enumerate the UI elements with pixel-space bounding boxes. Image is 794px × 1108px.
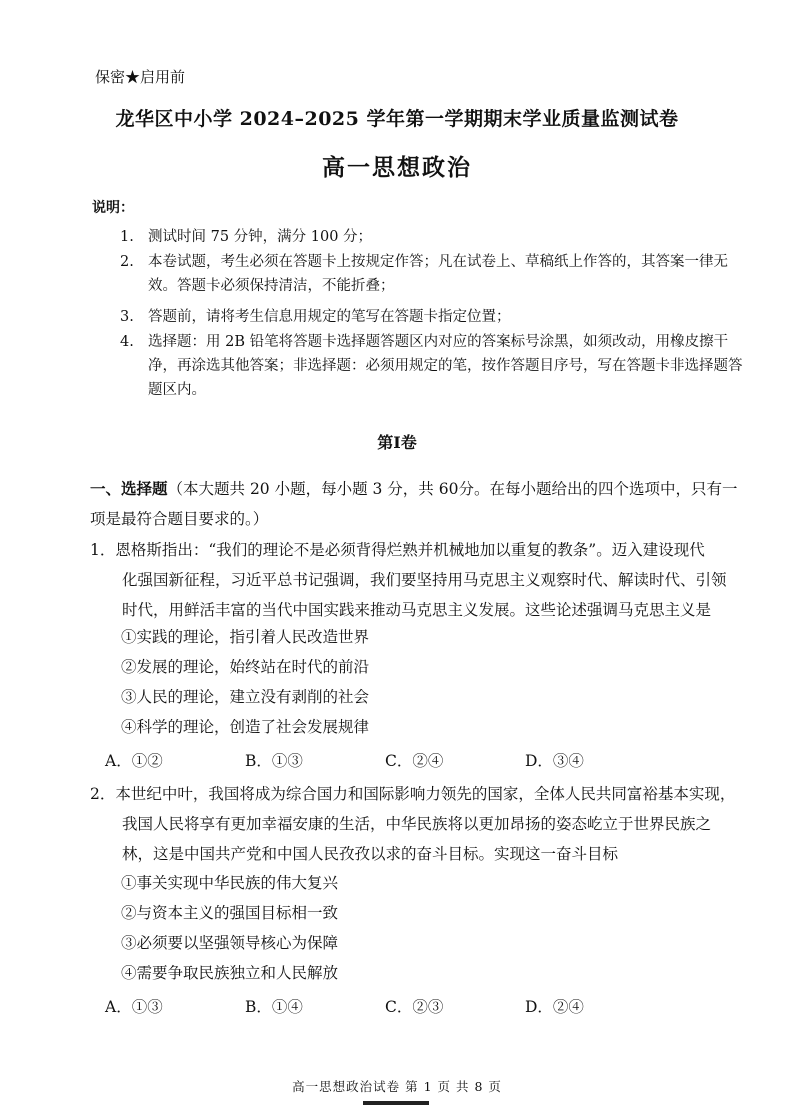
option-d: D．②④: [525, 998, 584, 1016]
stem-line: 2．本世纪中叶，我国将成为综合国力和国际影响力领先的国家，全体人民共同富裕基本实现，: [90, 785, 736, 803]
volume-heading: 第Ⅰ卷: [377, 433, 417, 452]
note-item-4: [120, 330, 745, 402]
statement: ③人民的理论，建立没有剥削的社会: [121, 688, 370, 706]
notes-heading: 说明：: [92, 200, 134, 216]
confidential-label: 保密★启用前: [95, 68, 186, 86]
stem-line: 化强国新征程，习近平总书记强调，我们要坚持用马克思主义观察时代、解读时代、引领: [122, 571, 727, 589]
statement: ①事关实现中华民族的伟大复兴: [121, 874, 339, 892]
stem-line: 时代，用鲜活丰富的当代中国实践来推动马克思主义发展。这些论述强调马克思主义是: [122, 601, 712, 619]
note-number: 1.: [120, 229, 134, 245]
note-number: 3.: [120, 309, 134, 325]
footer-bar: [363, 1101, 429, 1105]
option-b: B．①③: [245, 752, 303, 770]
note-text: 本卷试题，考生必须在答题卡上按规定作答；凡在试卷上、草稿纸上作答的，其答案一律无效。答题卡必须保持清洁，不能折叠；: [148, 254, 728, 294]
note-item-1: [120, 225, 745, 249]
option-a: A．①③: [105, 998, 163, 1016]
option-b: B．①④: [245, 998, 303, 1016]
note-text: 答题前，请将考生信息用规定的笔写在答题卡指定位置；: [148, 309, 511, 325]
note-item-2: [120, 250, 745, 298]
note-item-3: [120, 305, 745, 329]
option-d: D．③④: [525, 752, 584, 770]
statement: ③必须要以坚强领导核心为保障: [121, 934, 339, 952]
page-footer: 高一思想政治试卷 第 1 页 共 8 页: [292, 1079, 502, 1094]
note-text: 选择题：用 2B 铅笔将答题卡选择题答题区内对应的答案标号涂黑，如须改动，用橡皮擦干净，再涂选其他答案；非选择题：必须用规定的笔，按作答题目序号，写在答题卡非选择题答题区内。: [148, 334, 743, 398]
statement: ②与资本主义的强国目标相一致: [121, 904, 339, 922]
question-1-stem: [90, 535, 750, 625]
note-number: 2.: [120, 254, 134, 270]
stem-line: 我国人民将享有更加幸福安康的生活，中华民族将以更加昂扬的姿态屹立于世界民族之: [122, 815, 712, 833]
statement: ④科学的理论，创造了社会发展规律: [121, 718, 370, 736]
statement: ④需要争取民族独立和人民解放: [121, 964, 339, 982]
stem-line: 林，这是中国共产党和中国人民孜孜以求的奋斗目标。实现这一奋斗目标: [122, 845, 619, 863]
option-a: A．①②: [105, 752, 163, 770]
option-c: C．②③: [385, 998, 444, 1016]
stem-line: 1．恩格斯指出：“我们的理论不是必须背得烂熟并机械地加以重复的教条”。迈入建设现代: [90, 541, 705, 559]
statement: ①实践的理论，指引着人民改造世界: [121, 628, 370, 646]
section-intro: [90, 474, 750, 534]
subject-title: 高一思想政治: [322, 154, 472, 181]
note-text: 测试时间 75 分钟，满分 100 分；: [148, 229, 373, 245]
question-2-options: [105, 995, 665, 1017]
option-c: C．②④: [385, 752, 444, 770]
statement: ②发展的理论，始终站在时代的前沿: [121, 658, 370, 676]
section-description: （本大题共 20 小题，每小题 3 分，共 60分。在每小题给出的四个选项中，只有一项是最符合题目要求的。）: [90, 480, 738, 528]
exam-title: 龙华区中小学 2024–2025 学年第一学期期末学业质量监测试卷: [115, 108, 679, 130]
section-label: 一、选择题: [90, 479, 168, 498]
note-number: 4.: [120, 334, 134, 350]
question-1-options: [105, 749, 665, 771]
question-2-stem: [90, 779, 750, 869]
